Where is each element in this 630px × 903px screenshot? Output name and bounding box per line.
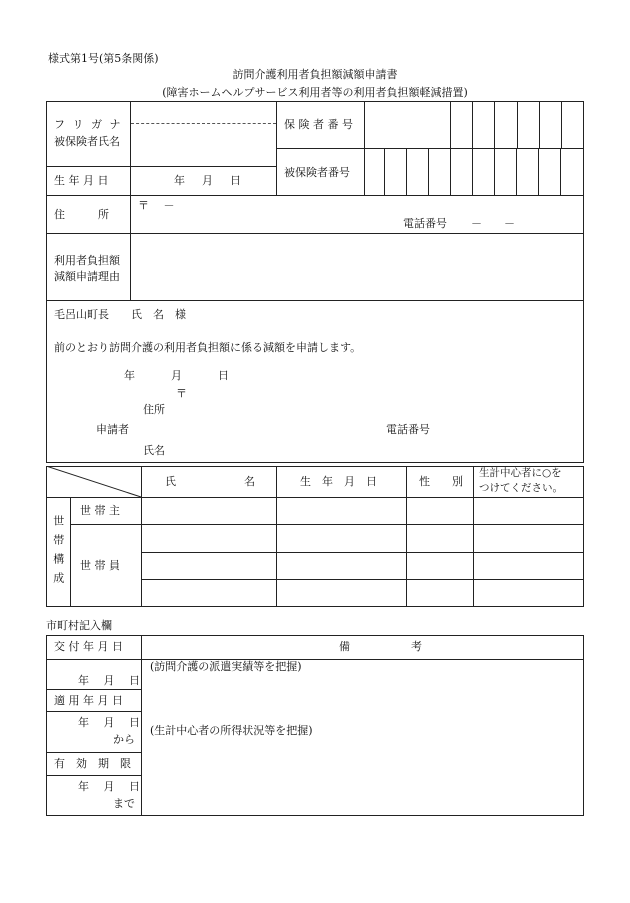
birthdate-label: 生 年 月 日 — [54, 174, 109, 187]
date-day: 日 — [218, 369, 229, 382]
form-subtitle: (障害ホームヘルプサービス利用者等の利用者負担額軽減措置) — [162, 86, 468, 99]
valid-date-field[interactable]: 年 月 日 — [78, 780, 140, 793]
declaration-postal-mark: 〒 — [176, 387, 187, 400]
household-header-birth: 生 年 月 日 — [300, 475, 377, 488]
remark-2: (生計中心者の所得状況等を把握) — [150, 724, 313, 737]
declaration-statement: 前のとおり訪問介護の利用者負担額に係る減額を申請します。 — [54, 341, 362, 354]
from-label: から — [113, 733, 135, 746]
office-section-title: 市町村記入欄 — [46, 619, 112, 632]
birthdate-field[interactable]: 年 月 日 — [174, 174, 244, 187]
address-label: 住 所 — [54, 208, 109, 221]
date-year: 年 — [124, 369, 135, 382]
declaration-phone-label: 電話番号 — [386, 423, 430, 436]
reason-field[interactable] — [131, 234, 583, 300]
insurer-number-boxes[interactable] — [450, 101, 584, 148]
apply-date-field[interactable]: 年 月 日 — [78, 716, 140, 729]
apply-date-label: 適 用 年 月 日 — [54, 694, 123, 707]
insured-number-label: 被保険者番号 — [284, 166, 350, 179]
household-header-name-1: 氏 — [165, 475, 176, 488]
form-title: 訪問介護利用者負担額減額申請書 — [232, 68, 398, 81]
reason-label-2: 減額申請理由 — [54, 270, 120, 283]
until-label: まで — [113, 797, 135, 810]
reason-label-1: 利用者負担額 — [54, 254, 120, 267]
phone-label: 電話番号 — [403, 217, 447, 230]
insurer-number-label: 保 険 者 番 号 — [284, 118, 353, 131]
date-month: 月 — [171, 369, 182, 382]
household-header-note-1: 生計中心者に○を — [479, 467, 562, 479]
household-member-label: 世 帯 員 — [80, 559, 120, 572]
remark-1: (訪問介護の派遣実績等を把握) — [150, 660, 302, 673]
insured-name-field[interactable] — [131, 124, 275, 165]
household-header-gender: 性 別 — [419, 475, 463, 488]
valid-label: 有 効 期 限 — [54, 757, 131, 770]
household-head-label: 世 帯 主 — [80, 504, 120, 517]
household-header-name-2: 名 — [244, 475, 255, 488]
applicant-label: 申請者 — [96, 423, 129, 436]
household-header-note-2: つけてください。 — [479, 482, 563, 494]
declaration-name-label: 氏名 — [143, 444, 165, 457]
remarks-label-2: 考 — [411, 640, 422, 653]
furigana-label: フ リ ガ ナ — [54, 118, 123, 131]
declaration-address-label: 住所 — [143, 403, 165, 416]
insured-number-boxes[interactable] — [364, 148, 584, 195]
postal-mark: 〒 － — [138, 199, 175, 212]
insured-name-label: 被保険者氏名 — [54, 135, 120, 148]
addressee: 毛呂山町長 氏 名 様 — [54, 308, 186, 321]
phone-field[interactable]: － － — [471, 217, 515, 230]
remarks-label-1: 備 — [339, 640, 350, 653]
diagonal-line — [46, 466, 142, 497]
issue-date-label: 交 付 年 月 日 — [54, 640, 123, 653]
household-group-label: 世帯構成 — [51, 515, 65, 591]
issue-date-field[interactable]: 年 月 日 — [78, 674, 140, 687]
form-number: 様式第1号(第5条関係) — [48, 52, 159, 65]
